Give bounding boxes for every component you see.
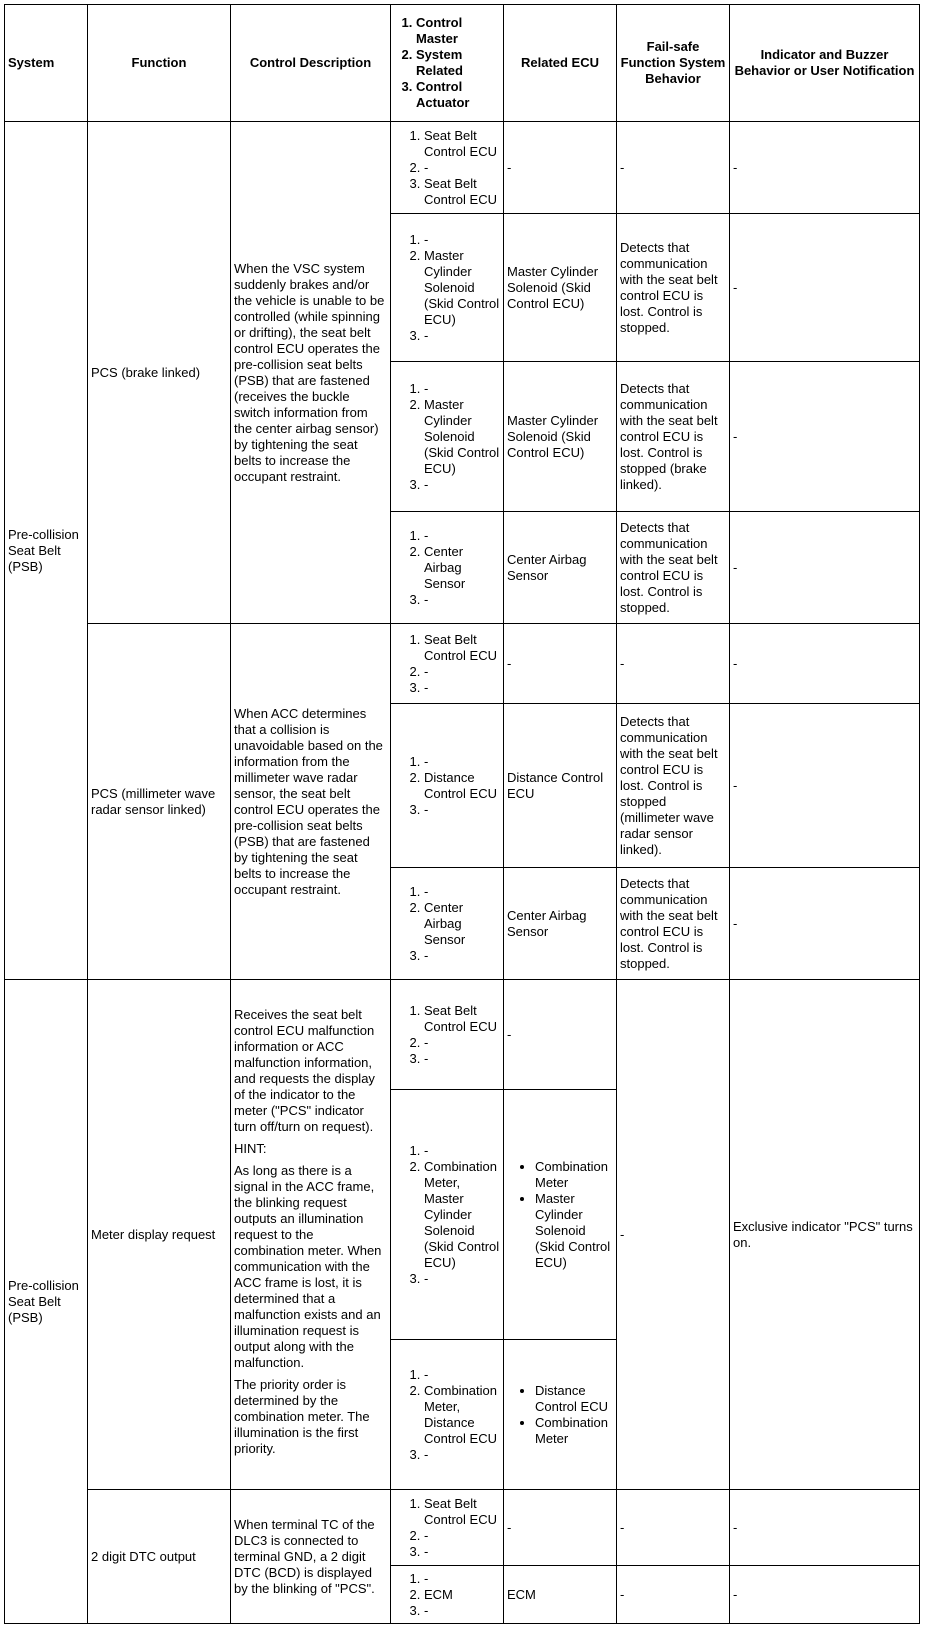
ecu-cell: - <box>504 624 617 704</box>
table-row <box>5 1490 920 1566</box>
control-cell: 1. - 2. Center Airbag Sensor 3. - <box>391 868 504 980</box>
control-cell: 1. - 2. Combination Meter, Master Cylinder Solenoid (Skid Control ECU) 3. - <box>391 1090 504 1340</box>
system-cell: Pre-collision Seat Belt (PSB) <box>5 122 88 980</box>
indicator-cell: - <box>730 1566 920 1624</box>
failsafe-cell: Detects that communication with the seat belt control ECU is lost. Control is stopped. <box>617 512 730 624</box>
meter-desc-2: As long as there is a signal in the ACC frame, the blinking request outputs an illumination request to the combination meter. When communication with the ACC frame is lost, it is determined that a malfunction exists and an illumination request is output along with the malfunction. <box>234 1162 382 1370</box>
system-cell: Pre-collision Seat Belt (PSB) <box>5 980 88 1624</box>
function-cell: PCS (millimeter wave radar sensor linked) <box>88 624 231 980</box>
failsafe-cell: - <box>617 624 730 704</box>
indicator-cell: - <box>730 1490 920 1566</box>
header-related-ecu: Related ECU <box>504 5 617 122</box>
header-indicator: Indicator and Buzzer Behavior or User Notification <box>730 5 920 122</box>
control-cell: 1. - 2. ECM 3. - <box>391 1566 504 1624</box>
header-control-description: Control Description <box>231 5 391 122</box>
header-control-master: 1. Control Master <box>416 15 500 47</box>
system-control-table <box>4 4 920 1624</box>
function-cell: Meter display request <box>88 980 231 1490</box>
ecu-cell: Center Airbag Sensor <box>504 512 617 624</box>
indicator-cell: - <box>730 512 920 624</box>
control-cell: 1. - 2. Combination Meter, Distance Control ECU 3. - <box>391 1340 504 1490</box>
control-cell: 1. Seat Belt Control ECU 2. - 3. Seat Belt Control ECU <box>391 122 504 214</box>
ecu-cell: Master Cylinder Solenoid (Skid Control ECU) <box>504 214 617 362</box>
control-cell: 1. - 2. Master Cylinder Solenoid (Skid Control ECU) 3. - <box>391 214 504 362</box>
header-row <box>5 5 920 122</box>
header-control-actuator: 3. Control Actuator <box>416 79 500 111</box>
table-row <box>5 122 920 214</box>
failsafe-cell: Detects that communication with the seat belt control ECU is lost. Control is stopped. <box>617 868 730 980</box>
failsafe-cell: Detects that communication with the seat belt control ECU is lost. Control is stopped (millimeter wave radar sensor linked). <box>617 704 730 868</box>
ecu-cell: - <box>504 1490 617 1566</box>
meter-desc-3: The priority order is determined by the combination meter. The illumination is the first priority. <box>234 1376 370 1456</box>
ecu-cell: Master Cylinder Solenoid (Skid Control ECU) <box>504 362 617 512</box>
indicator-cell: - <box>730 362 920 512</box>
failsafe-cell: - <box>617 1490 730 1566</box>
indicator-cell: - <box>730 214 920 362</box>
indicator-cell: - <box>730 122 920 214</box>
description-cell: When ACC determines that a collision is unavoidable based on the information from the millimeter wave radar sensor, the seat belt control ECU operates the pre-collision seat belts (PSB) that are fastened by tightening the seat belts to increase the occupant restraint. <box>231 624 391 980</box>
description-cell <box>231 980 391 1490</box>
header-system: System <box>5 5 88 122</box>
ecu-cell: - <box>504 122 617 214</box>
table-row <box>5 624 920 704</box>
function-cell: PCS (brake linked) <box>88 122 231 624</box>
indicator-cell: - <box>730 624 920 704</box>
control-cell: 1. - 2. Distance Control ECU 3. - <box>391 704 504 868</box>
meter-hint: HINT: <box>234 1140 267 1156</box>
failsafe-cell: - <box>617 122 730 214</box>
indicator-cell: - <box>730 868 920 980</box>
meter-desc-1: Receives the seat belt control ECU malfunction information or ACC malfunction information, and requests the display of the indicator to the meter ("PCS" indicator turn off/turn on request). <box>234 1006 375 1134</box>
control-cell: 1. - 2. Center Airbag Sensor 3. - <box>391 512 504 624</box>
control-cell: 1. Seat Belt Control ECU 2. - 3. - <box>391 1490 504 1566</box>
header-system-related: 2. System Related <box>416 47 500 79</box>
failsafe-cell: Detects that communication with the seat belt control ECU is lost. Control is stopped. <box>617 214 730 362</box>
control-cell: 1. Seat Belt Control ECU 2. - 3. - <box>391 980 504 1090</box>
header-failsafe: Fail-safe Function System Behavior <box>617 5 730 122</box>
ecu-cell: Distance Control ECU <box>504 704 617 868</box>
function-cell: 2 digit DTC output <box>88 1490 231 1624</box>
ecu-cell: ECM <box>504 1566 617 1624</box>
description-cell: When terminal TC of the DLC3 is connected to terminal GND, a 2 digit DTC (BCD) is displayed by the blinking of "PCS". <box>231 1490 391 1624</box>
header-control-items <box>391 5 504 122</box>
failsafe-cell: - <box>617 980 730 1490</box>
control-cell: 1. Seat Belt Control ECU 2. - 3. - <box>391 624 504 704</box>
indicator-cell: - <box>730 704 920 868</box>
header-function: Function <box>88 5 231 122</box>
failsafe-cell: - <box>617 1566 730 1624</box>
control-cell: 1. - 2. Master Cylinder Solenoid (Skid Control ECU) 3. - <box>391 362 504 512</box>
ecu-cell: • Combination Meter • Master Cylinder Solenoid (Skid Control ECU) <box>504 1090 617 1340</box>
ecu-cell: Center Airbag Sensor <box>504 868 617 980</box>
indicator-cell: Exclusive indicator "PCS" turns on. <box>730 980 920 1490</box>
failsafe-cell: Detects that communication with the seat belt control ECU is lost. Control is stopped (brake linked). <box>617 362 730 512</box>
ecu-cell: • Distance Control ECU • Combination Meter <box>504 1340 617 1490</box>
description-cell: When the VSC system suddenly brakes and/or the vehicle is unable to be controlled (while spinning or drifting), the seat belt control ECU operates the pre-collision seat belts (PSB) that are fastened (receives the buckle switch information from the center airbag sensor) by tightening the seat belts to increase the occupant restraint. <box>231 122 391 624</box>
ecu-cell: - <box>504 980 617 1090</box>
table-row <box>5 980 920 1090</box>
